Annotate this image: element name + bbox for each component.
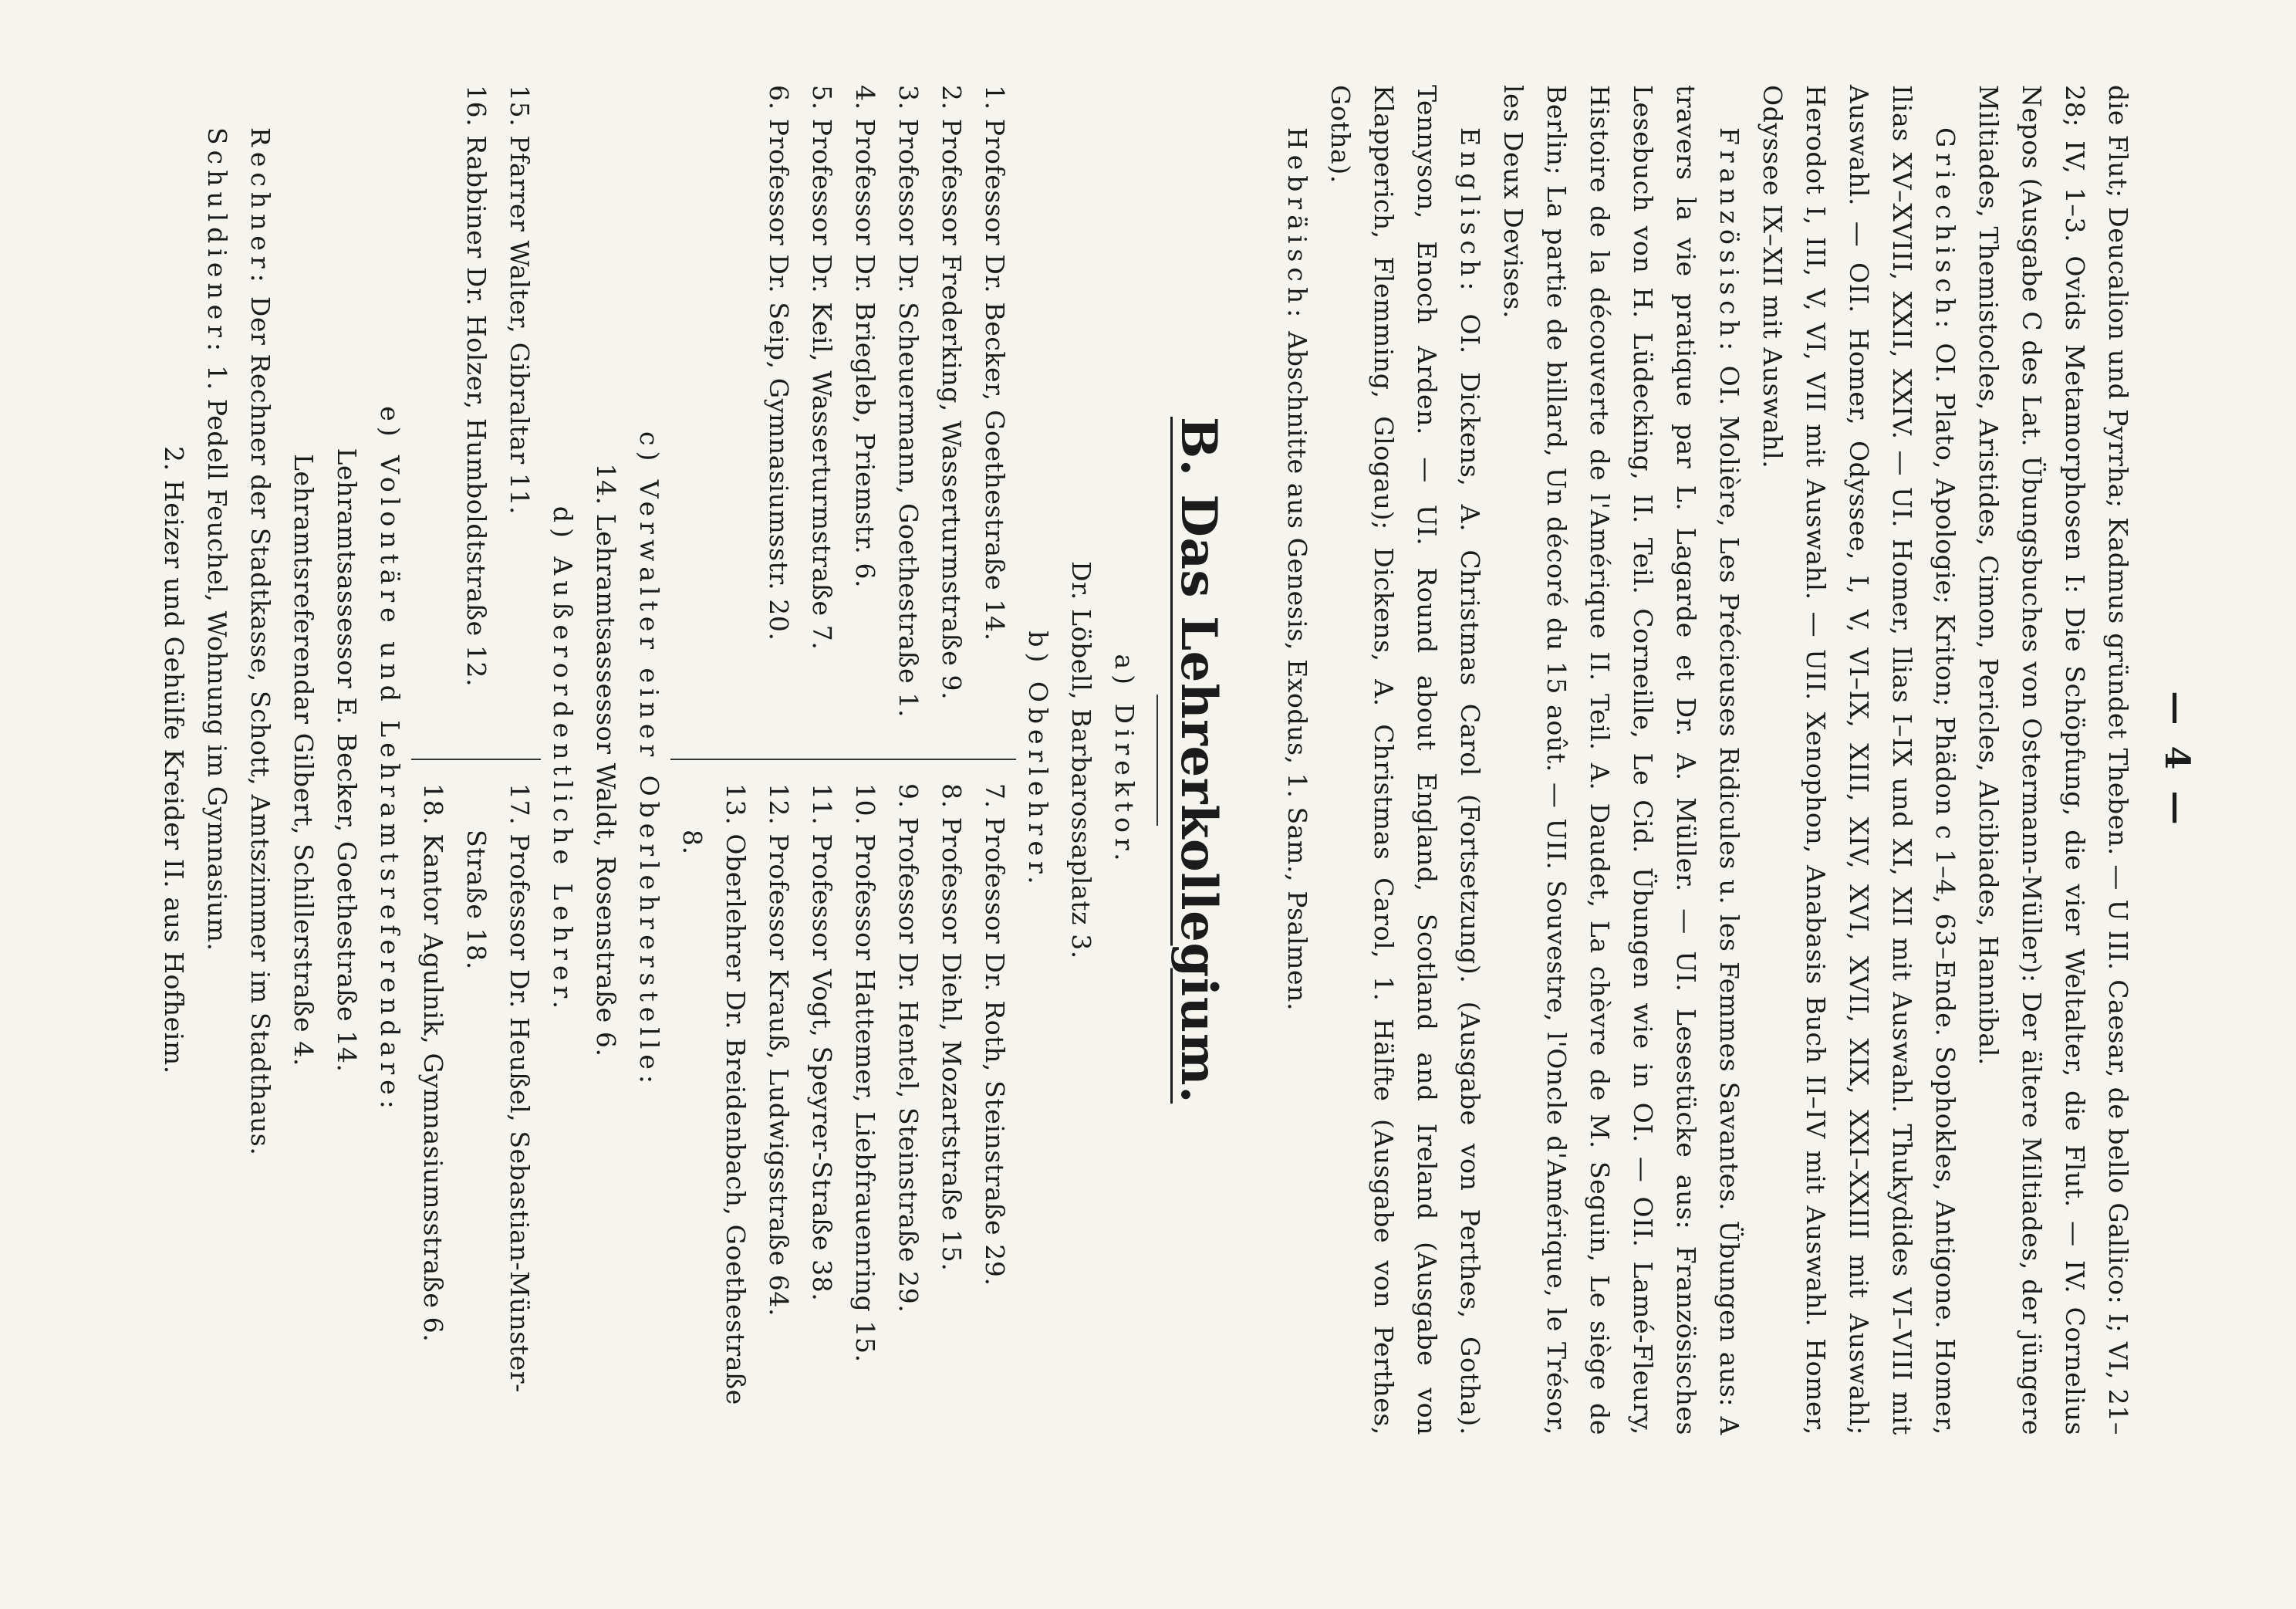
subject-french <box>1491 85 1751 1435</box>
oberlehrer-list <box>670 85 1016 1435</box>
subject-hebrew <box>1275 85 1319 1435</box>
list-item: Lehramtsassessor E. Becker, Goethestraße 14. <box>332 448 362 1073</box>
list-item: 4. Professor Dr. Briegleb, Priemstr. 6. <box>850 85 880 589</box>
list-item: 12. Professor Krauß, Ludwigsstraße 64. <box>764 783 794 1317</box>
list-item: 1. Professor Dr. Becker, Goethestraße 14. <box>980 85 1010 641</box>
schuldiener-entry <box>195 85 238 1435</box>
subject-label: Hebräisch: <box>1282 127 1312 323</box>
oberlehrer-heading: b) Oberlehrer. <box>1023 630 1053 890</box>
ausserordentliche-column-right <box>411 760 541 1435</box>
subject-english <box>1319 85 1491 1435</box>
ausserordentliche-column-left <box>411 85 541 760</box>
section-title: B. Das Lehrerkollegium. <box>1170 416 1227 1104</box>
volontaer-heading: e) Volontäre und Lehramtsreferendare: <box>375 406 405 1114</box>
schuldiener-text: 1. Pedell Feuchel, Wohnung im Gymnasium. <box>202 365 232 952</box>
heizer-entry: 2. Heizer und Gehülfe Kreider II. aus Hofheim. <box>159 446 189 1074</box>
list-item: 5. Professor Dr. Keil, Wasserturmstraße 7. <box>807 85 837 651</box>
list-item: 17. Professor Dr. Heußel, Sebastian-Münster-Straße 18. <box>461 783 535 1393</box>
director-heading: a) Direktor. <box>1109 654 1140 867</box>
ausserordentliche-list <box>411 85 541 1435</box>
schuldiener-label: Schuldiener: <box>202 127 232 357</box>
subject-greek <box>1751 85 1967 1435</box>
director-entry: Dr. Löbell, Barbarossaplatz 3. <box>1066 561 1096 959</box>
page-number: — 4 — <box>2157 691 2196 830</box>
subject-text: OI. Plato, Apologie; Kriton; Phädon c 1–4, 63–Ende. Sophokles, Antigone. Homer, Ilias XV–XVIII, XXII, XXIV. — UI. Homer, Ilias I–IX und XI, XII mit Auswahl. Thukydides VI–VIII mit Auswahl. — OII. Homer, Odyssee, I, V, VI–IX, XIII, XIV, XVI, XVII, XIX, XXI–XXIII mit Auswahl; Herodot I, III, V, VI, VII mit Auswahl. — UII. Xenophon, Anabasis Buch II–IV mit Auswahl. Homer, Odyssee IX–XII mit Auswahl. <box>1757 85 1960 1436</box>
rechner-label: Rechner: <box>245 127 275 288</box>
vertreter-heading: c) Verwalter einer Oberlehrerstelle: <box>634 431 664 1089</box>
list-item: 6. Professor Dr. Seip, Gymnasiumsstr. 20. <box>764 85 794 641</box>
list-item: 18. Kantor Agulnik, Gymnasiumsstraße 6. <box>418 783 448 1343</box>
list-item: 2. Professor Frederking, Wasserturmstraße 9. <box>937 85 967 701</box>
list-item: 11. Professor Vogt, Speyrer-Straße 38. <box>807 783 837 1302</box>
list-item: 7. Professor Dr. Roth, Steinstraße 29. <box>980 783 1010 1286</box>
rechner-text: Der Rechner der Stadtkasse, Schott, Amtszimmer im Stadthaus. <box>245 296 275 1156</box>
subject-text: OI. Molière, Les Précieuses Ridicules u. les Femmes Savantes. Übungen aus: A travers la vie pratique par L. Lagarde et Dr. A. Müller. — UI. Lesestücke aus: Französisches Lesebuch von H. Lüdecking, II. Teil. Corneille, Le Cid. Übungen wie in OI. — OII. Lamé-Fleury, Histoire de la découverte de l'Amérique II. Teil. A. Daudet, La chèvre de M. Seguin, Le siège de Berlin; La partie de billard, Un décoré du 15 août. — UII. Souvestre, l'Oncle d'Amérique, le Trésor, les Deux Devises. <box>1498 85 1744 1435</box>
subject-label: Griechisch: <box>1930 127 1960 334</box>
list-item: 15. Pfarrer Walter, Gibraltar 11. <box>505 85 535 515</box>
page-content <box>152 85 2200 1435</box>
oberlehrer-column-left <box>670 85 1016 760</box>
list-item: 8. Professor Diehl, Mozartstraße 15. <box>937 783 967 1272</box>
subject-label: Englisch: <box>1455 127 1485 296</box>
oberlehrer-column-right <box>670 760 1016 1435</box>
subject-text: Abschnitte aus Genesis, Exodus, 1. Sam., Psalmen. <box>1282 331 1312 1012</box>
ausserordentliche-heading: d) Außerordentliche Lehrer. <box>548 505 578 1015</box>
subject-text: OI. Dickens, A. Christmas Carol (Fortsetzung). (Ausgabe von Perthes, Gotha). Tennyson, Enoch Arden. — UI. Round about England, Scotland and Ireland (Ausgabe von Klapperich, Flemming, Glogau); Dickens, A. Christmas Carol, 1. Hälfte (Ausgabe von Perthes, Gotha). <box>1325 85 1485 1435</box>
list-item: Lehramtsreferendar Gilbert, Schillerstraße 4. <box>289 454 319 1066</box>
vertreter-entry: 14. Lehramtsassessor Waldt, Rosenstraße 6. <box>591 463 621 1057</box>
list-item: 10. Professor Hattemer, Liebfrauenring 15. <box>850 783 880 1363</box>
rechner-entry <box>238 85 282 1435</box>
subject-label: Französisch: <box>1714 127 1744 357</box>
list-item: 13. Oberlehrer Dr. Breidenbach, Goethestraße 8. <box>677 783 751 1405</box>
list-item: 16. Rabbiner Dr. Holzer, Humboldtstraße 12. <box>461 85 491 688</box>
divider <box>1156 695 1158 826</box>
list-item: 3. Professor Dr. Scheuermann, Goethestraße 1. <box>893 85 923 718</box>
list-item: 9. Professor Dr. Hentel, Steinstraße 29. <box>893 783 923 1313</box>
paragraph-latin-readings: die Flut; Deucalion und Pyrrha; Kadmus gründet Theben. — U III. Caesar, de bello Gallico: I; VI, 21–28; IV, 1–3. Ovids Metamorphosen I: Die Schöpfung, die vier Weltalter, die Flut. — IV. Cornelius Nepos (Ausgabe C des Lat. Übungsbuches von Ostermann-Müller): Der ältere Miltiades, der jüngere Miltiades, Themistocles, Aristides, Cimon, Pericles, Alcibiades, Hannibal. <box>1974 85 2133 1435</box>
